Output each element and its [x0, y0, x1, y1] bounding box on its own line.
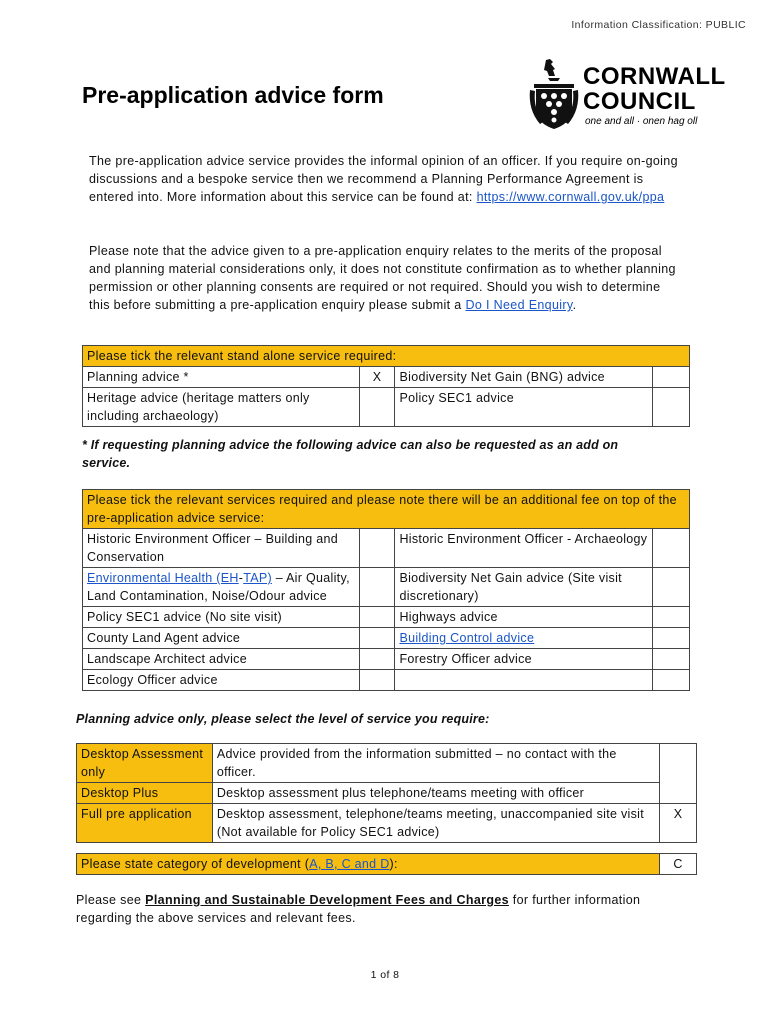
- county-land-agent-checkbox[interactable]: [359, 628, 395, 649]
- logo-text-cornwall: CORNWALL: [583, 63, 726, 90]
- environmental-health-label: [83, 568, 360, 607]
- category-label: [77, 854, 660, 875]
- page-number: 1 of 8: [370, 969, 400, 981]
- service-level-table: [76, 743, 697, 843]
- category-table: [76, 853, 697, 875]
- bng-site-visit-checkbox[interactable]: [653, 568, 690, 607]
- do-i-need-enquiry-link[interactable]: Do I Need Enquiry: [465, 298, 573, 312]
- note-text: Please note that the advice given to a pre-application enquiry relates to the merits of the proposal and planning material considerations only, it does not constitute confirmation as to whether planning permission or other planning consents are required or not required. Should you wish to determine this before submitting a pre-application enquiry please submit a: [89, 244, 676, 312]
- fees-pre: Please see: [76, 893, 146, 907]
- table-row: [77, 854, 697, 875]
- empty-checkbox[interactable]: [653, 670, 690, 691]
- level-checkbox-full[interactable]: X: [660, 804, 697, 843]
- intro-paragraph: [89, 152, 679, 206]
- environmental-health-text: – Air Quality, Land Contamination, Noise/Odour advice: [87, 571, 350, 603]
- ecology-officer-label: Ecology Officer advice: [83, 670, 360, 691]
- heo-building-checkbox[interactable]: [359, 529, 395, 568]
- level-name-desktop-plus: Desktop Plus: [77, 783, 213, 804]
- addon-services-table: [82, 489, 690, 691]
- table-row: [77, 744, 697, 783]
- heritage-advice-label: Heritage advice (heritage matters only including archaeology): [83, 388, 360, 427]
- planning-advice-checkbox[interactable]: X: [359, 367, 395, 388]
- planning-advice-label: Planning advice *: [83, 367, 360, 388]
- table-row: [83, 670, 690, 691]
- level-desc-full: Desktop assessment, telephone/teams meeting, unaccompanied site visit (Not available for Policy SEC1 advice): [212, 804, 659, 843]
- level-desc-desktop-plus: Desktop assessment plus telephone/teams meeting with officer: [212, 783, 659, 804]
- classification-label: Information Classification: PUBLIC: [571, 19, 746, 31]
- highways-label: Highways advice: [395, 607, 653, 628]
- table-row: [77, 783, 697, 804]
- category-value[interactable]: C: [660, 854, 697, 875]
- policy-sec1-checkbox[interactable]: [653, 388, 690, 427]
- landscape-architect-checkbox[interactable]: [359, 649, 395, 670]
- bng-site-visit-label: Biodiversity Net Gain advice (Site visit discretionary): [395, 568, 653, 607]
- building-control-checkbox[interactable]: [653, 628, 690, 649]
- level-heading: Planning advice only, please select the level of service you require:: [76, 712, 490, 726]
- county-land-agent-label: County Land Agent advice: [83, 628, 360, 649]
- table-row: [83, 649, 690, 670]
- level-name-desktop: Desktop Assessment only: [77, 744, 213, 783]
- table-row: [83, 529, 690, 568]
- intro-text: The pre-application advice service provides the informal opinion of an officer. If you require on-going discussions and a bespoke service then we recommend a Planning Performance Agreement is entered into. More information about this service can be found at:: [89, 154, 678, 204]
- addon-header: Please tick the relevant services required and please note there will be an additional fee on top of the pre-application advice service:: [83, 490, 690, 529]
- building-control-label: [395, 628, 653, 649]
- table-row: [83, 367, 690, 388]
- note-paragraph: [89, 242, 679, 314]
- policy-sec1-addon-label: Policy SEC1 advice (No site visit): [83, 607, 360, 628]
- environmental-health-checkbox[interactable]: [359, 568, 395, 607]
- standalone-services-table: [82, 345, 690, 427]
- landscape-architect-label: Landscape Architect advice: [83, 649, 360, 670]
- heritage-advice-checkbox[interactable]: [359, 388, 395, 427]
- table-row: [77, 804, 697, 843]
- standalone-header: Please tick the relevant stand alone service required:: [83, 346, 690, 367]
- category-link[interactable]: A, B, C and D: [309, 857, 390, 871]
- heo-building-label: Historic Environment Officer – Building and Conservation: [83, 529, 360, 568]
- table-row: [83, 607, 690, 628]
- table-row: [83, 628, 690, 649]
- note-end: .: [572, 298, 577, 312]
- eh-link[interactable]: Environmental Health (EH: [87, 571, 239, 585]
- policy-sec1-label: Policy SEC1 advice: [395, 388, 653, 427]
- logo-motto: one and all · onen hag oll: [585, 116, 698, 127]
- ecology-officer-checkbox[interactable]: [359, 670, 395, 691]
- policy-sec1-addon-checkbox[interactable]: [359, 607, 395, 628]
- forestry-officer-label: Forestry Officer advice: [395, 649, 653, 670]
- building-control-link[interactable]: Building Control advice: [399, 631, 535, 645]
- bng-advice-checkbox[interactable]: [653, 367, 690, 388]
- ppa-link[interactable]: https://www.cornwall.gov.uk/ppa: [476, 190, 665, 204]
- level-checkbox-desktop[interactable]: [660, 744, 697, 804]
- empty-cell: [395, 670, 653, 691]
- page-title: Pre-application advice form: [82, 82, 384, 108]
- crest-icon: [528, 58, 580, 133]
- heo-archaeology-label: Historic Environment Officer - Archaeology: [395, 529, 653, 568]
- logo-text-council: COUNCIL: [583, 88, 696, 115]
- category-text: Please state category of development (: [81, 857, 310, 871]
- table-row: [83, 568, 690, 607]
- fees-post: for further information regarding the above services and relevant fees.: [76, 893, 641, 925]
- fees-charges-link[interactable]: Planning and Sustainable Development Fees and Charges: [145, 893, 509, 907]
- cornwall-council-logo: [528, 58, 738, 133]
- level-desc-desktop: Advice provided from the information submitted – no contact with the officer.: [212, 744, 659, 783]
- tap-link[interactable]: TAP): [243, 571, 272, 585]
- highways-checkbox[interactable]: [653, 607, 690, 628]
- category-end: ):: [389, 857, 398, 871]
- table-row: [83, 388, 690, 427]
- level-name-full: Full pre application: [77, 804, 213, 843]
- heo-archaeology-checkbox[interactable]: [653, 529, 690, 568]
- bng-advice-label: Biodiversity Net Gain (BNG) advice: [395, 367, 653, 388]
- fees-paragraph: [76, 891, 676, 927]
- forestry-officer-checkbox[interactable]: [653, 649, 690, 670]
- addon-note: * If requesting planning advice the following advice can also be requested as an add on service.: [82, 438, 619, 470]
- eh-separator: -: [238, 571, 244, 585]
